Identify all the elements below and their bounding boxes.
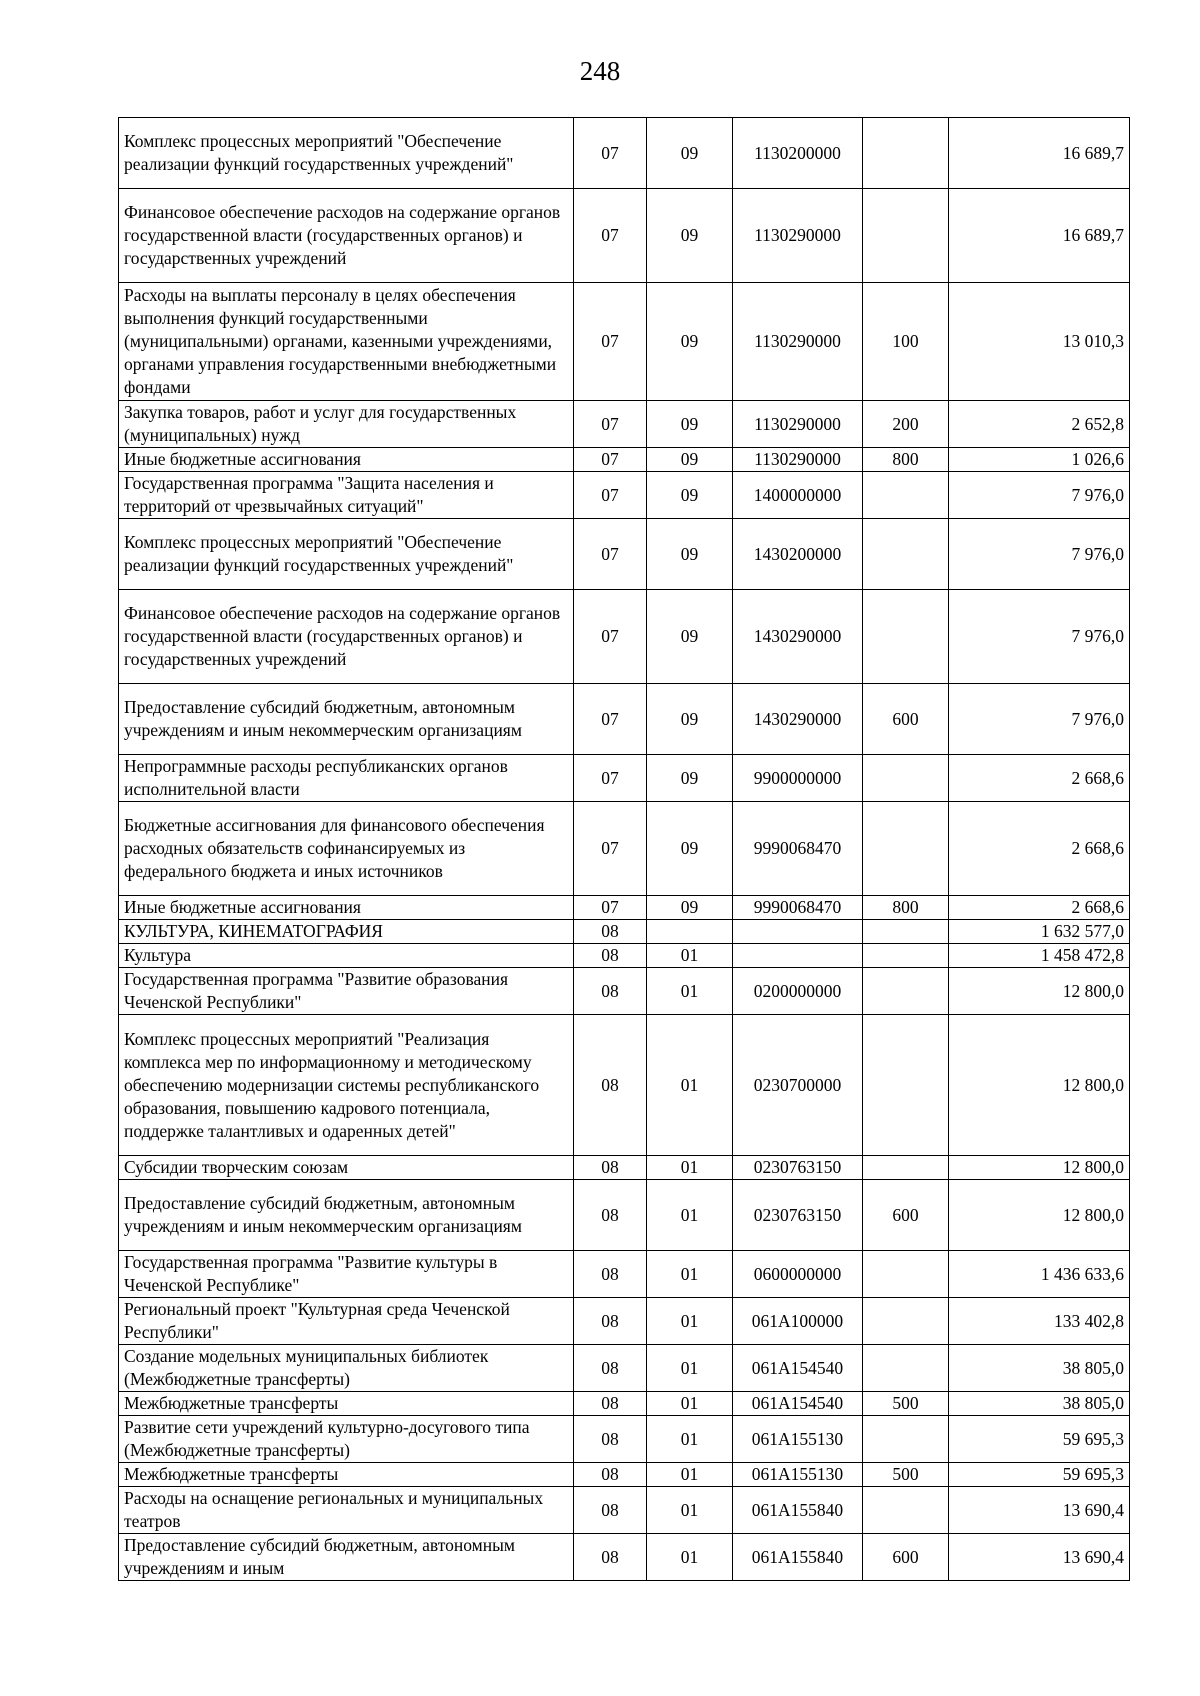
row-target-article-code: 1430290000 — [733, 590, 863, 684]
row-name: Предоставление субсидий бюджетным, автономным учреждениям и иным некоммерческим организациям — [119, 1180, 574, 1251]
row-amount: 13 690,4 — [949, 1534, 1130, 1581]
row-section-code: 07 — [574, 802, 647, 896]
page-number: 248 — [579, 56, 621, 86]
row-target-article-code: 0600000000 — [733, 1251, 863, 1298]
row-section-code: 07 — [574, 472, 647, 519]
row-amount: 1 436 633,6 — [949, 1251, 1130, 1298]
row-expense-type-code — [863, 944, 949, 968]
row-subsection-code: 09 — [647, 401, 733, 448]
table-row — [119, 968, 1130, 1015]
budget-table-body — [119, 118, 1130, 1581]
row-expense-type-code — [863, 189, 949, 283]
row-amount: 59 695,3 — [949, 1463, 1130, 1487]
row-section-code: 07 — [574, 118, 647, 189]
row-target-article-code: 1130290000 — [733, 401, 863, 448]
row-amount: 1 632 577,0 — [949, 920, 1130, 944]
table-row — [119, 1156, 1130, 1180]
row-amount: 38 805,0 — [949, 1345, 1130, 1392]
row-name: Иные бюджетные ассигнования — [119, 448, 574, 472]
row-amount: 38 805,0 — [949, 1392, 1130, 1416]
row-subsection-code: 01 — [647, 1463, 733, 1487]
row-subsection-code: 01 — [647, 968, 733, 1015]
row-expense-type-code: 800 — [863, 448, 949, 472]
row-target-article-code: 1400000000 — [733, 472, 863, 519]
row-section-code: 08 — [574, 1392, 647, 1416]
row-section-code: 07 — [574, 448, 647, 472]
row-expense-type-code — [863, 1487, 949, 1534]
row-expense-type-code — [863, 472, 949, 519]
row-subsection-code: 01 — [647, 1345, 733, 1392]
row-target-article-code: 1130290000 — [733, 283, 863, 401]
table-row — [119, 1487, 1130, 1534]
table-row — [119, 448, 1130, 472]
table-row — [119, 1416, 1130, 1463]
row-target-article-code: 061А154540 — [733, 1392, 863, 1416]
table-row — [119, 1180, 1130, 1251]
row-name: Иные бюджетные ассигнования — [119, 896, 574, 920]
row-amount: 12 800,0 — [949, 1156, 1130, 1180]
row-subsection-code: 01 — [647, 1251, 733, 1298]
row-expense-type-code: 500 — [863, 1392, 949, 1416]
row-subsection-code: 09 — [647, 684, 733, 755]
row-section-code: 07 — [574, 283, 647, 401]
row-target-article-code: 0230700000 — [733, 1015, 863, 1156]
row-name: КУЛЬТУРА, КИНЕМАТОГРАФИЯ — [119, 920, 574, 944]
table-row — [119, 684, 1130, 755]
row-subsection-code: 01 — [647, 1180, 733, 1251]
row-section-code: 08 — [574, 1251, 647, 1298]
table-row — [119, 896, 1130, 920]
row-amount: 2 668,6 — [949, 896, 1130, 920]
table-row — [119, 519, 1130, 590]
row-target-article-code: 061А155130 — [733, 1416, 863, 1463]
row-name: Закупка товаров, работ и услуг для государственных (муниципальных) нужд — [119, 401, 574, 448]
row-name: Создание модельных муниципальных библиотек (Межбюджетные трансферты) — [119, 1345, 574, 1392]
row-subsection-code: 01 — [647, 1534, 733, 1581]
row-section-code: 07 — [574, 189, 647, 283]
row-amount: 7 976,0 — [949, 684, 1130, 755]
row-section-code: 07 — [574, 755, 647, 802]
table-row — [119, 755, 1130, 802]
table-row — [119, 118, 1130, 189]
row-amount: 2 668,6 — [949, 755, 1130, 802]
row-expense-type-code — [863, 118, 949, 189]
row-expense-type-code — [863, 920, 949, 944]
row-expense-type-code: 600 — [863, 1534, 949, 1581]
row-section-code: 08 — [574, 920, 647, 944]
row-expense-type-code — [863, 590, 949, 684]
row-name: Региональный проект "Культурная среда Чеченской Республики" — [119, 1298, 574, 1345]
row-subsection-code: 01 — [647, 1015, 733, 1156]
table-row — [119, 1015, 1130, 1156]
row-subsection-code: 01 — [647, 1487, 733, 1534]
row-target-article-code: 061А100000 — [733, 1298, 863, 1345]
row-subsection-code: 09 — [647, 519, 733, 590]
row-expense-type-code: 800 — [863, 896, 949, 920]
row-target-article-code: 9990068470 — [733, 896, 863, 920]
row-name: Государственная программа "Развитие образования Чеченской Республики" — [119, 968, 574, 1015]
row-name: Государственная программа "Развитие культуры в Чеченской Республике" — [119, 1251, 574, 1298]
row-section-code: 07 — [574, 519, 647, 590]
row-subsection-code: 01 — [647, 1392, 733, 1416]
row-name: Предоставление субсидий бюджетным, автономным учреждениям и иным — [119, 1534, 574, 1581]
table-row — [119, 189, 1130, 283]
row-amount: 12 800,0 — [949, 968, 1130, 1015]
row-name: Комплекс процессных мероприятий "Реализация комплекса мер по информационному и методическому обеспечению модернизации системы республиканского образования, повышению кадрового потенциала, поддержке талантливых и одаренных детей" — [119, 1015, 574, 1156]
row-target-article-code: 1430200000 — [733, 519, 863, 590]
row-subsection-code: 09 — [647, 802, 733, 896]
row-name: Комплекс процессных мероприятий "Обеспечение реализации функций государственных учреждений" — [119, 519, 574, 590]
row-expense-type-code: 600 — [863, 1180, 949, 1251]
row-amount: 2 668,6 — [949, 802, 1130, 896]
budget-table — [118, 117, 1130, 1581]
row-subsection-code: 01 — [647, 1416, 733, 1463]
row-name: Финансовое обеспечение расходов на содержание органов государственной власти (государственных органов) и государственных учреждений — [119, 590, 574, 684]
row-amount: 59 695,3 — [949, 1416, 1130, 1463]
row-name: Межбюджетные трансферты — [119, 1463, 574, 1487]
row-subsection-code: 09 — [647, 118, 733, 189]
row-expense-type-code — [863, 1298, 949, 1345]
table-row — [119, 1534, 1130, 1581]
row-subsection-code: 01 — [647, 1156, 733, 1180]
row-expense-type-code: 100 — [863, 283, 949, 401]
row-subsection-code: 09 — [647, 283, 733, 401]
row-section-code: 08 — [574, 1416, 647, 1463]
row-section-code: 08 — [574, 944, 647, 968]
row-target-article-code: 1130290000 — [733, 189, 863, 283]
table-row — [119, 401, 1130, 448]
row-subsection-code: 09 — [647, 448, 733, 472]
row-target-article-code: 061А154540 — [733, 1345, 863, 1392]
row-subsection-code: 09 — [647, 755, 733, 802]
table-row — [119, 920, 1130, 944]
row-section-code: 08 — [574, 1180, 647, 1251]
row-amount: 133 402,8 — [949, 1298, 1130, 1345]
row-expense-type-code: 500 — [863, 1463, 949, 1487]
row-amount: 16 689,7 — [949, 118, 1130, 189]
row-target-article-code: 0200000000 — [733, 968, 863, 1015]
row-amount: 7 976,0 — [949, 519, 1130, 590]
row-expense-type-code — [863, 1345, 949, 1392]
row-expense-type-code — [863, 1015, 949, 1156]
row-subsection-code: 09 — [647, 189, 733, 283]
row-target-article-code — [733, 920, 863, 944]
row-subsection-code: 01 — [647, 944, 733, 968]
row-target-article-code: 9900000000 — [733, 755, 863, 802]
row-amount: 12 800,0 — [949, 1180, 1130, 1251]
row-expense-type-code: 200 — [863, 401, 949, 448]
row-section-code: 07 — [574, 896, 647, 920]
table-row — [119, 472, 1130, 519]
row-amount: 1 458 472,8 — [949, 944, 1130, 968]
row-name: Расходы на оснащение региональных и муниципальных театров — [119, 1487, 574, 1534]
row-target-article-code: 1130200000 — [733, 118, 863, 189]
row-expense-type-code — [863, 1416, 949, 1463]
row-amount: 12 800,0 — [949, 1015, 1130, 1156]
row-name: Межбюджетные трансферты — [119, 1392, 574, 1416]
row-section-code: 08 — [574, 1345, 647, 1392]
row-amount: 1 026,6 — [949, 448, 1130, 472]
table-row — [119, 944, 1130, 968]
table-row — [119, 1392, 1130, 1416]
row-name: Субсидии творческим союзам — [119, 1156, 574, 1180]
row-amount: 16 689,7 — [949, 189, 1130, 283]
table-row — [119, 1345, 1130, 1392]
row-amount: 7 976,0 — [949, 590, 1130, 684]
row-target-article-code: 061А155130 — [733, 1463, 863, 1487]
row-target-article-code — [733, 944, 863, 968]
row-section-code: 08 — [574, 1156, 647, 1180]
table-row — [119, 1251, 1130, 1298]
row-section-code: 08 — [574, 1463, 647, 1487]
row-subsection-code — [647, 920, 733, 944]
row-section-code: 08 — [574, 968, 647, 1015]
table-row — [119, 1298, 1130, 1345]
table-row — [119, 283, 1130, 401]
row-amount: 2 652,8 — [949, 401, 1130, 448]
row-target-article-code: 0230763150 — [733, 1180, 863, 1251]
row-section-code: 08 — [574, 1487, 647, 1534]
row-section-code: 08 — [574, 1298, 647, 1345]
row-target-article-code: 9990068470 — [733, 802, 863, 896]
row-target-article-code: 061А155840 — [733, 1487, 863, 1534]
row-subsection-code: 01 — [647, 1298, 733, 1345]
row-expense-type-code — [863, 755, 949, 802]
table-row — [119, 590, 1130, 684]
row-target-article-code: 1130290000 — [733, 448, 863, 472]
row-name: Развитие сети учреждений культурно-досугового типа (Межбюджетные трансферты) — [119, 1416, 574, 1463]
row-section-code: 07 — [574, 684, 647, 755]
row-amount: 13 690,4 — [949, 1487, 1130, 1534]
row-name: Непрограммные расходы республиканских органов исполнительной власти — [119, 755, 574, 802]
table-row — [119, 1463, 1130, 1487]
row-expense-type-code — [863, 1251, 949, 1298]
row-target-article-code: 061А155840 — [733, 1534, 863, 1581]
row-subsection-code: 09 — [647, 590, 733, 684]
row-name: Культура — [119, 944, 574, 968]
row-name: Финансовое обеспечение расходов на содержание органов государственной власти (государственных органов) и государственных учреждений — [119, 189, 574, 283]
row-name: Бюджетные ассигнования для финансового обеспечения расходных обязательств софинансируемых из федерального бюджета и иных источников — [119, 802, 574, 896]
row-section-code: 08 — [574, 1015, 647, 1156]
row-name: Государственная программа "Защита населения и территорий от чрезвычайных ситуаций" — [119, 472, 574, 519]
row-section-code: 08 — [574, 1534, 647, 1581]
row-expense-type-code — [863, 519, 949, 590]
row-section-code: 07 — [574, 401, 647, 448]
row-section-code: 07 — [574, 590, 647, 684]
row-expense-type-code — [863, 1156, 949, 1180]
row-amount: 7 976,0 — [949, 472, 1130, 519]
row-expense-type-code — [863, 968, 949, 1015]
row-subsection-code: 09 — [647, 472, 733, 519]
row-expense-type-code — [863, 802, 949, 896]
row-name: Расходы на выплаты персоналу в целях обеспечения выполнения функций государственными (муниципальными) органами, казенными учреждениями, органами управления государственными внебюджетными фондами — [119, 283, 574, 401]
row-target-article-code: 0230763150 — [733, 1156, 863, 1180]
row-expense-type-code: 600 — [863, 684, 949, 755]
row-amount: 13 010,3 — [949, 283, 1130, 401]
row-name: Комплекс процессных мероприятий "Обеспечение реализации функций государственных учреждений" — [119, 118, 574, 189]
row-subsection-code: 09 — [647, 896, 733, 920]
row-name: Предоставление субсидий бюджетным, автономным учреждениям и иным некоммерческим организациям — [119, 684, 574, 755]
row-target-article-code: 1430290000 — [733, 684, 863, 755]
table-row — [119, 802, 1130, 896]
